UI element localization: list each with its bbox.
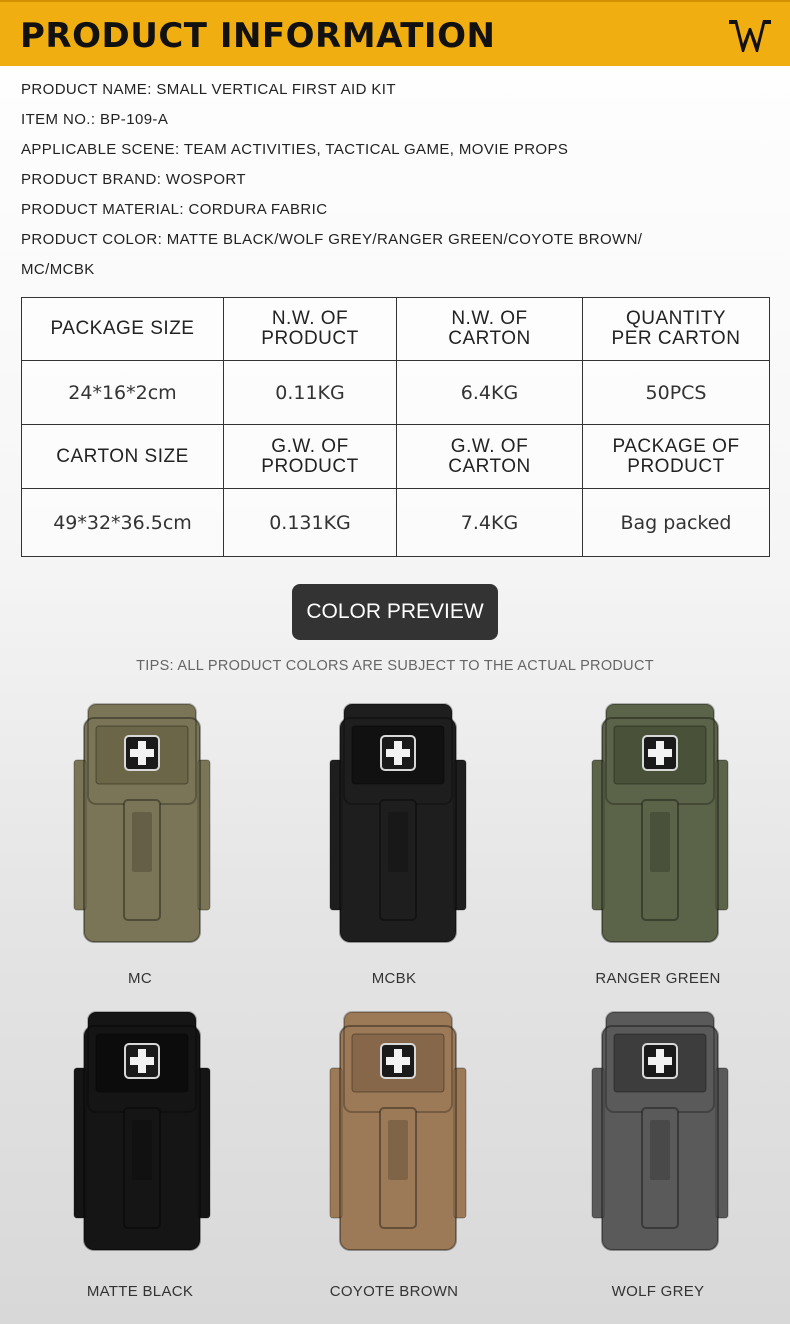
value-nw-product: 0.11KG	[224, 361, 397, 425]
header-carton-size: CARTON SIZE	[22, 425, 224, 489]
pouch-image-wolf-grey	[590, 1008, 730, 1253]
color-label-matte-black: MATTE BLACK	[86, 1283, 194, 1300]
table-row	[22, 361, 770, 425]
info-color-cont: MC/MCBK	[21, 261, 95, 278]
table-row	[22, 298, 770, 361]
first-aid-cross-icon	[125, 1044, 159, 1078]
header-bar	[0, 0, 790, 66]
brand-logo-icon	[727, 18, 773, 54]
info-applicable-scene: APPLICABLE SCENE: TEAM ACTIVITIES, TACTICAL GAME, MOVIE PROPS	[21, 141, 569, 158]
pouch-image-mcbk	[328, 700, 468, 945]
color-label-coyote-brown: COYOTE BROWN	[329, 1283, 459, 1300]
color-label-mcbk: MCBK	[371, 970, 417, 987]
table-row	[22, 489, 770, 557]
pull-tab-slot	[388, 1120, 408, 1180]
header-nw-product: N.W. OF PRODUCT	[224, 298, 397, 361]
pouch-image-mc	[72, 700, 212, 945]
value-carton-size: 49*32*36.5cm	[22, 489, 224, 557]
first-aid-cross-icon	[381, 1044, 415, 1078]
pouch-image-coyote-brown	[328, 1008, 468, 1253]
pouch-image-matte-black	[72, 1008, 212, 1253]
header-nw-carton: N.W. OF CARTON	[397, 298, 583, 361]
header-gw-product: G.W. OF PRODUCT	[224, 425, 397, 489]
color-tips: TIPS: ALL PRODUCT COLORS ARE SUBJECT TO THE ACTUAL PRODUCT	[136, 658, 654, 674]
pull-tab-slot	[388, 812, 408, 872]
value-gw-carton: 7.4KG	[397, 489, 583, 557]
pull-tab-slot	[650, 812, 670, 872]
info-item-no: ITEM NO.: BP-109-A	[21, 111, 169, 128]
header-gw-carton: G.W. OF CARTON	[397, 425, 583, 489]
spec-table	[21, 297, 770, 557]
color-label-wolf-grey: WOLF GREY	[611, 1283, 705, 1300]
value-quantity-per-carton: 50PCS	[583, 361, 770, 425]
value-package-size: 24*16*2cm	[22, 361, 224, 425]
pouch-image-ranger-green	[590, 700, 730, 945]
value-package-of-product: Bag packed	[583, 489, 770, 557]
color-preview-button[interactable]: COLOR PREVIEW	[292, 584, 498, 640]
pull-tab-slot	[650, 1120, 670, 1180]
page-title: PRODUCT INFORMATION	[20, 16, 496, 56]
first-aid-cross-icon	[125, 736, 159, 770]
first-aid-cross-icon	[643, 736, 677, 770]
color-label-ranger-green: RANGER GREEN	[595, 970, 721, 987]
header-quantity-per-carton: QUANTITY PER CARTON	[583, 298, 770, 361]
value-gw-product: 0.131KG	[224, 489, 397, 557]
color-label-mc: MC	[128, 970, 152, 987]
first-aid-cross-icon	[381, 736, 415, 770]
header-package-size: PACKAGE SIZE	[22, 298, 224, 361]
info-product-name: PRODUCT NAME: SMALL VERTICAL FIRST AID KIT	[21, 81, 396, 98]
value-nw-carton: 6.4KG	[397, 361, 583, 425]
pull-tab-slot	[132, 812, 152, 872]
first-aid-cross-icon	[643, 1044, 677, 1078]
table-row	[22, 425, 770, 489]
info-color: PRODUCT COLOR: MATTE BLACK/WOLF GREY/RANGER GREEN/COYOTE BROWN/	[21, 231, 643, 248]
info-brand: PRODUCT BRAND: WOSPORT	[21, 171, 246, 188]
product-info	[21, 80, 771, 290]
header-package-of-product: PACKAGE OF PRODUCT	[583, 425, 770, 489]
info-material: PRODUCT MATERIAL: CORDURA FABRIC	[21, 201, 328, 218]
pull-tab-slot	[132, 1120, 152, 1180]
